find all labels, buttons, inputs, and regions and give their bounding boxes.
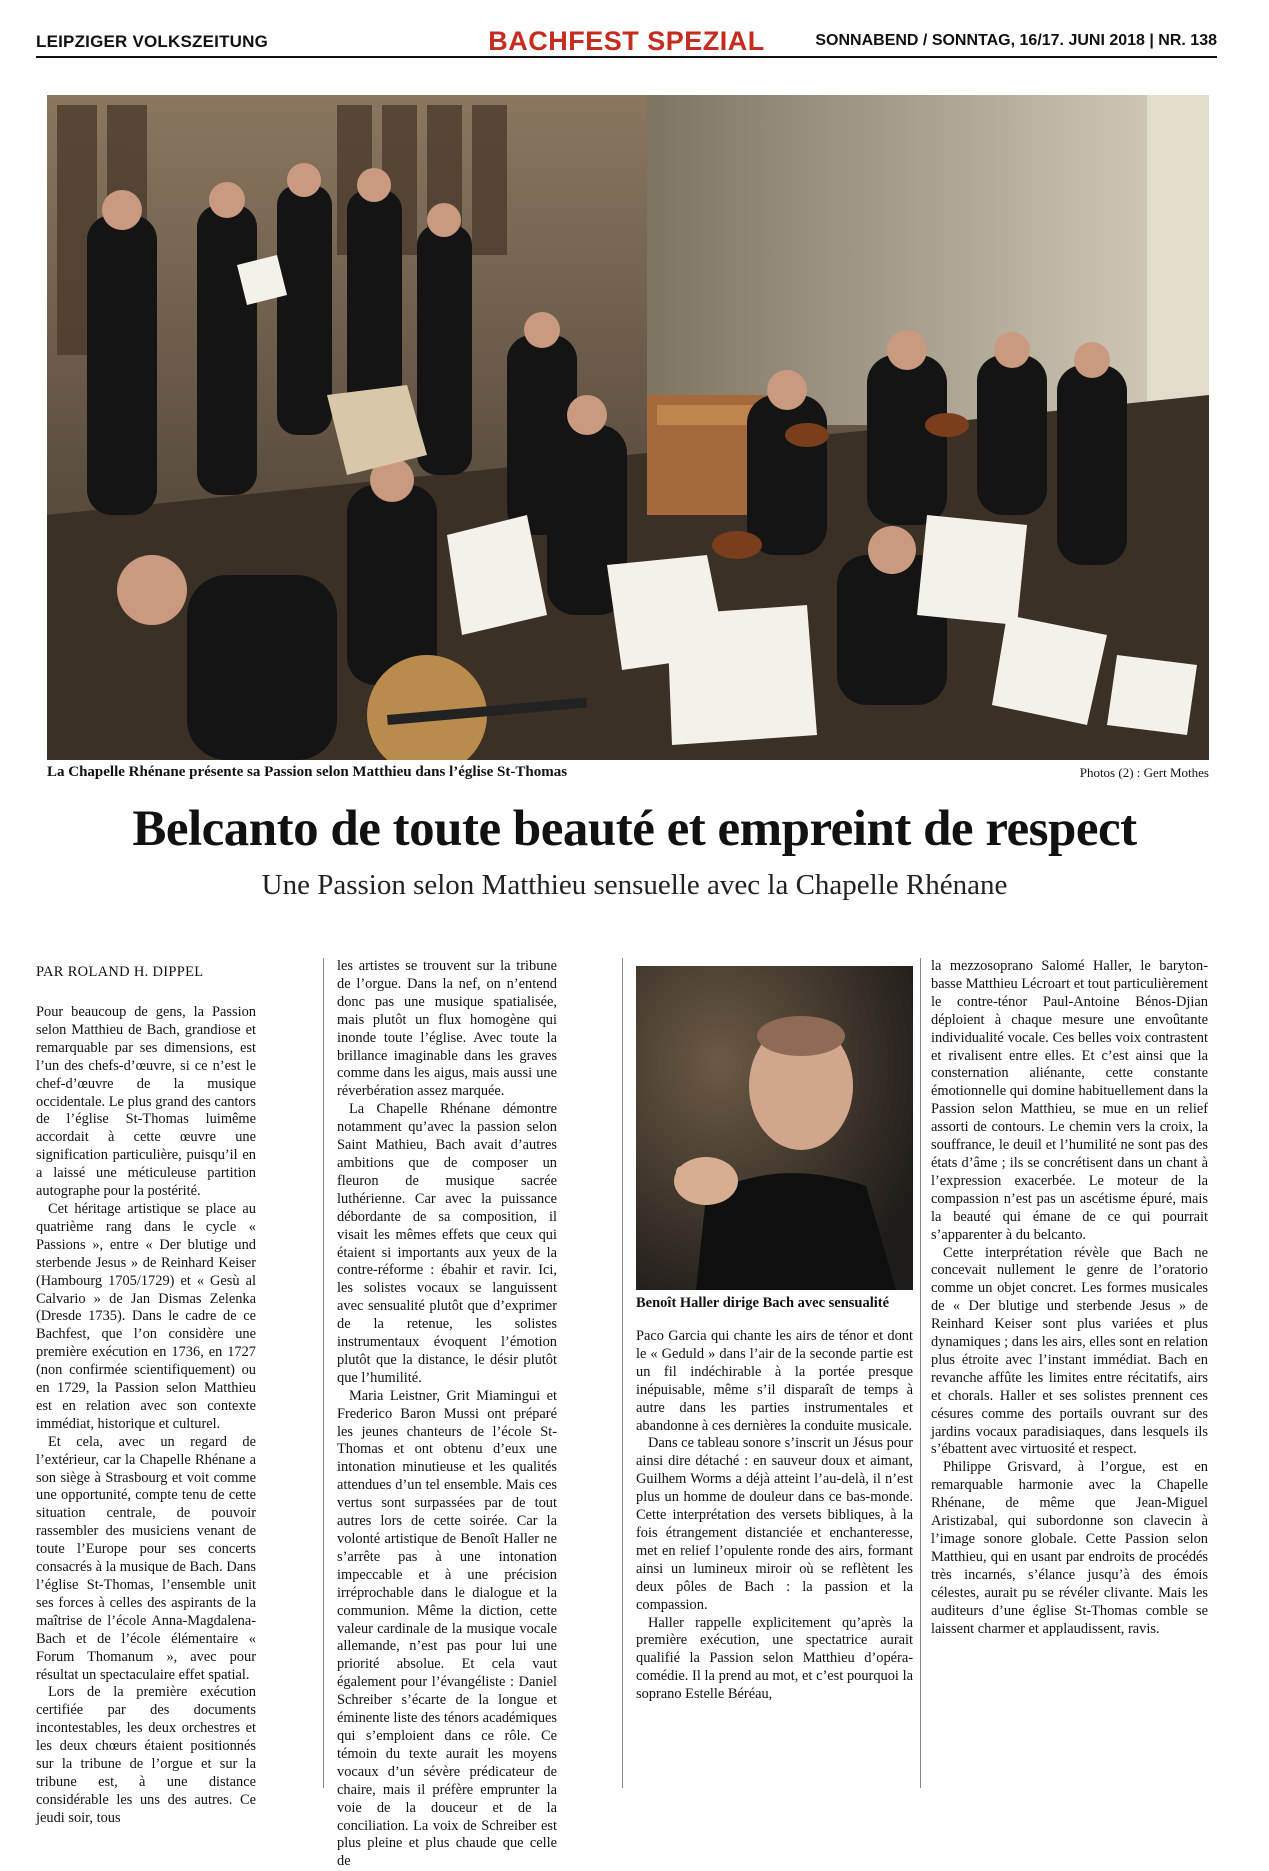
paragraph: Dans ce tableau sonore s’inscrit un Jésus pour ainsi dire détaché : en sauveur doux et aimant, Guilhem Worms a déjà atteint l’au-delà, il n’est plus un homme de douleur dans ce bas-monde. Cette interprétation des versets bibliques, à la fois étrangement distanciée et enchanteresse, met en relief l’opulente ronde des airs, formant ainsi un lumineux miroir où se reflètent les deux pôles de Bach : la passion et la compassion. — [636, 1435, 913, 1613]
conductor-portrait-illustration — [636, 966, 913, 1290]
concert-photo-illustration — [47, 95, 1209, 760]
newspaper-name: LEIPZIGER VOLKSZEITUNG — [36, 32, 269, 51]
conductor-portrait — [636, 966, 913, 1290]
portrait-caption: Benoît Haller dirige Bach avec sensualité — [636, 1295, 890, 1311]
paragraph: Cette interprétation révèle que Bach ne concevait nullement le genre de l’oratorio comme un objet concret. Les formes musicales de « Der blutige und sterbende Jesus » de Reinhard Keiser sont plus variées et plus dynamiques ; dans les airs, elles sont en relation plus étroite avec l’instant immédiat. Bach en revanche affûte les limites entre récitatifs, airs et chorals. Haller et ses solistes prennent ces césures comme des portails ouvrant sur des jardins vocaux paradisiaques, dans lesquels ils s’ébattent avec virtuosité et respect. — [931, 1244, 1208, 1458]
masthead — [36, 22, 1217, 56]
article-column-4 — [931, 958, 1208, 1638]
photo-caption-row — [47, 762, 1209, 786]
column-separator — [622, 958, 623, 1788]
section-title: BACHFEST SPEZIAL — [488, 26, 765, 56]
paragraph: Paco Garcia qui chante les airs de ténor et dont le « Geduld » dans l’air de la seconde partie est un fil indéchirable à la portée presque inépuisable, même s’il disparaît de temps à autre dans les parties instrumentales et abandonne à ces dernières la conduite musicale. — [636, 1328, 913, 1434]
article-subheadline: Une Passion selon Matthieu sensuelle avec la Chapelle Rhénane — [261, 869, 1008, 901]
photo-credit: Photos (2) : Gert Mothes — [1079, 765, 1209, 780]
paragraph: les artistes se trouvent sur la tribune de l’orgue. Dans la nef, on n’entend donc pas une musique spatialisée, mais plutôt un flux homogène qui inonde toute l’église. Avec toute la brillance imaginable dans les graves comme dans les aigus, mais aussi une réverbération assez marquée. — [337, 958, 557, 1100]
paragraph: Haller rappelle explicitement qu’après la première exécution, une spectatrice aurait qualifié la Passion selon Matthieu d’opéra-comédie. Il la prend au mot, et c’est pourquoi la soprano Estelle Béréau, — [636, 1614, 913, 1703]
paragraph: Lors de la première exécution certifiée par des documents incontestables, les deux orchestres et les deux chœurs étaient positionnés sur la tribune de l’orgue et sur la tribune est, à une distance considérable les uns des autres. Ce jeudi soir, tous — [36, 1684, 256, 1826]
article-column-1 — [36, 1004, 256, 1828]
masthead-rule — [36, 56, 1217, 58]
byline: PAR ROLAND H. DIPPEL — [36, 964, 204, 980]
paragraph: la mezzosoprano Salomé Haller, le baryton-basse Matthieu Lécroart et tout particulièrement le contre-ténor Paul-Antoine Bénos-Djian déploient à chaque mesure une envoûtante individualité vocale. Ces belles voix contrastent et rivalisent entre elles. Et c’est ainsi que la consternation aliénante, cette constante émotionnelle qui domine habituellement dans la Passion selon Matthieu, se mue en un relief assorti de contours. Le chemin vers la croix, la souffrance, le deuil et l’humilité ne sont pas des états d’âme ; ils se concrétisent dans un chant à l’expression exacerbée. Le moteur de la compassion n’est pas un ascétisme épuré, mais la beauté qui émane de ce qui pourrait s’apparenter à du belcanto. — [931, 958, 1208, 1243]
paragraph: Maria Leistner, Grit Miamingui et Frederico Baron Mussi ont préparé les jeunes chanteurs de l’école St-Thomas et ont obtenu d’eux une intonation minutieuse et les qualités attendues d’un tel ensemble. Mais ces vertus sont surpassées par de tout autres lors de cette soirée. Car la volonté artistique de Benoît Haller ne s’arrête pas à une intonation impeccable et à une précision irréprochable dans le dialogue et la communion. Même la diction, cette valeur cardinale de la musique vocale allemande, n’est pas pour lui une priorité absolue. Et cela vaut également pour l’évangéliste : Daniel Schreiber s’écarte de la longue et éminente liste des ténors académiques qui s’emploient dans ce rôle. Ce témoin du texte aurait les moyens vocaux d’un sévère prédicateur de chaire, mais il préfère emprunter la voie de la douceur et de la conciliation. La voix de Schreiber est plus pleine et plus chaude que celle de — [337, 1387, 557, 1870]
paragraph: Et cela, avec un regard de l’extérieur, car la Chapelle Rhénane a son siège à Strasbourg et voit comme une opportunité, compte tenu de cette situation centrale, de pouvoir rassembler des musiciens venant de toute l’Europe pour ses concerts consacrés à la musique de Bach. Dans l’église St-Thomas, l’ensemble unit ses forces à celles des aspirants de la maîtrise de l’école Anna-Magdalena-Bach et de l’école élémentaire « Forum Thomanum », avec pour résultat un spectaculaire effet spatial. — [36, 1433, 256, 1683]
date-issue: SONNABEND / SONNTAG, 16/17. JUNI 2018 | NR. 138 — [815, 32, 1217, 49]
paragraph: Philippe Grisvard, à l’orgue, est en remarquable harmonie avec la Chapelle Rhénane, de même que Jean-Miguel Aristizabal, qui subordonne son clavecin à l’image sonore globale. Cette Passion selon Matthieu, qui en usant par endroits de procédés très incarnés, s’élance jusqu’à des émois célestes, aurait pu se révéler clivante. Mais les auditeurs d’une église St-Thomas comble se laissent charmer et applaudissent, ravis. — [931, 1459, 1208, 1637]
concert-photo — [47, 95, 1209, 760]
paragraph: Pour beaucoup de gens, la Passion selon Matthieu de Bach, grandiose et remarquable par ses dimensions, est l’un des chefs-d’œuvre, si ce n’est le chef-d’œuvre de la musique occidentale. Le plus grand des cantors de l’église St-Thomas luimême accordait à cette œuvre une signification particulière, puisqu’il en a laissé une méticuleuse partition autographe pour la postérité. — [36, 1004, 256, 1200]
column-separator — [323, 958, 324, 1788]
article-column-3 — [636, 1328, 913, 1704]
column-separator — [920, 958, 921, 1788]
paragraph: La Chapelle Rhénane démontre notamment qu’avec la passion selon Saint Mathieu, Bach avait d’autres ambitions que de composer un fleuron de musique sacrée luthérienne. Car avec la puissance débordante de sa composition, il visait les mêmes effets que ceux qui étaient si importants aux yeux de la contre-réforme : ébahir et ravir. Ici, les solistes vocaux se languissent avec sensualité plutôt que d’exprimer de la retenue, les solistes instrumentaux évoquent l’émotion plutôt que la distance, le désir plutôt que l’humilité. — [337, 1101, 557, 1386]
photo-caption: La Chapelle Rhénane présente sa Passion selon Matthieu dans l’église St-Thomas — [47, 764, 568, 780]
paragraph: Cet héritage artistique se place au quatrième rang dans le cycle « Passions », entre « Der blutige und sterbende Jesus » de Reinhard Keiser (Hambourg 1705/1729) et « Gesù al Calvario » de Jan Dismas Zelenka (Dresde 1735). Dans le cadre de ce Bachfest, que l’on considère une première exécution en 1736, en 1727 (non confirmée scientifiquement) ou en 1729, la Passion selon Matthieu est en relation avec son contexte immédiat, historique et culturel. — [36, 1200, 256, 1432]
article-column-2 — [337, 958, 557, 1871]
article-headline: Belcanto de toute beauté et empreint de respect — [132, 801, 1137, 857]
